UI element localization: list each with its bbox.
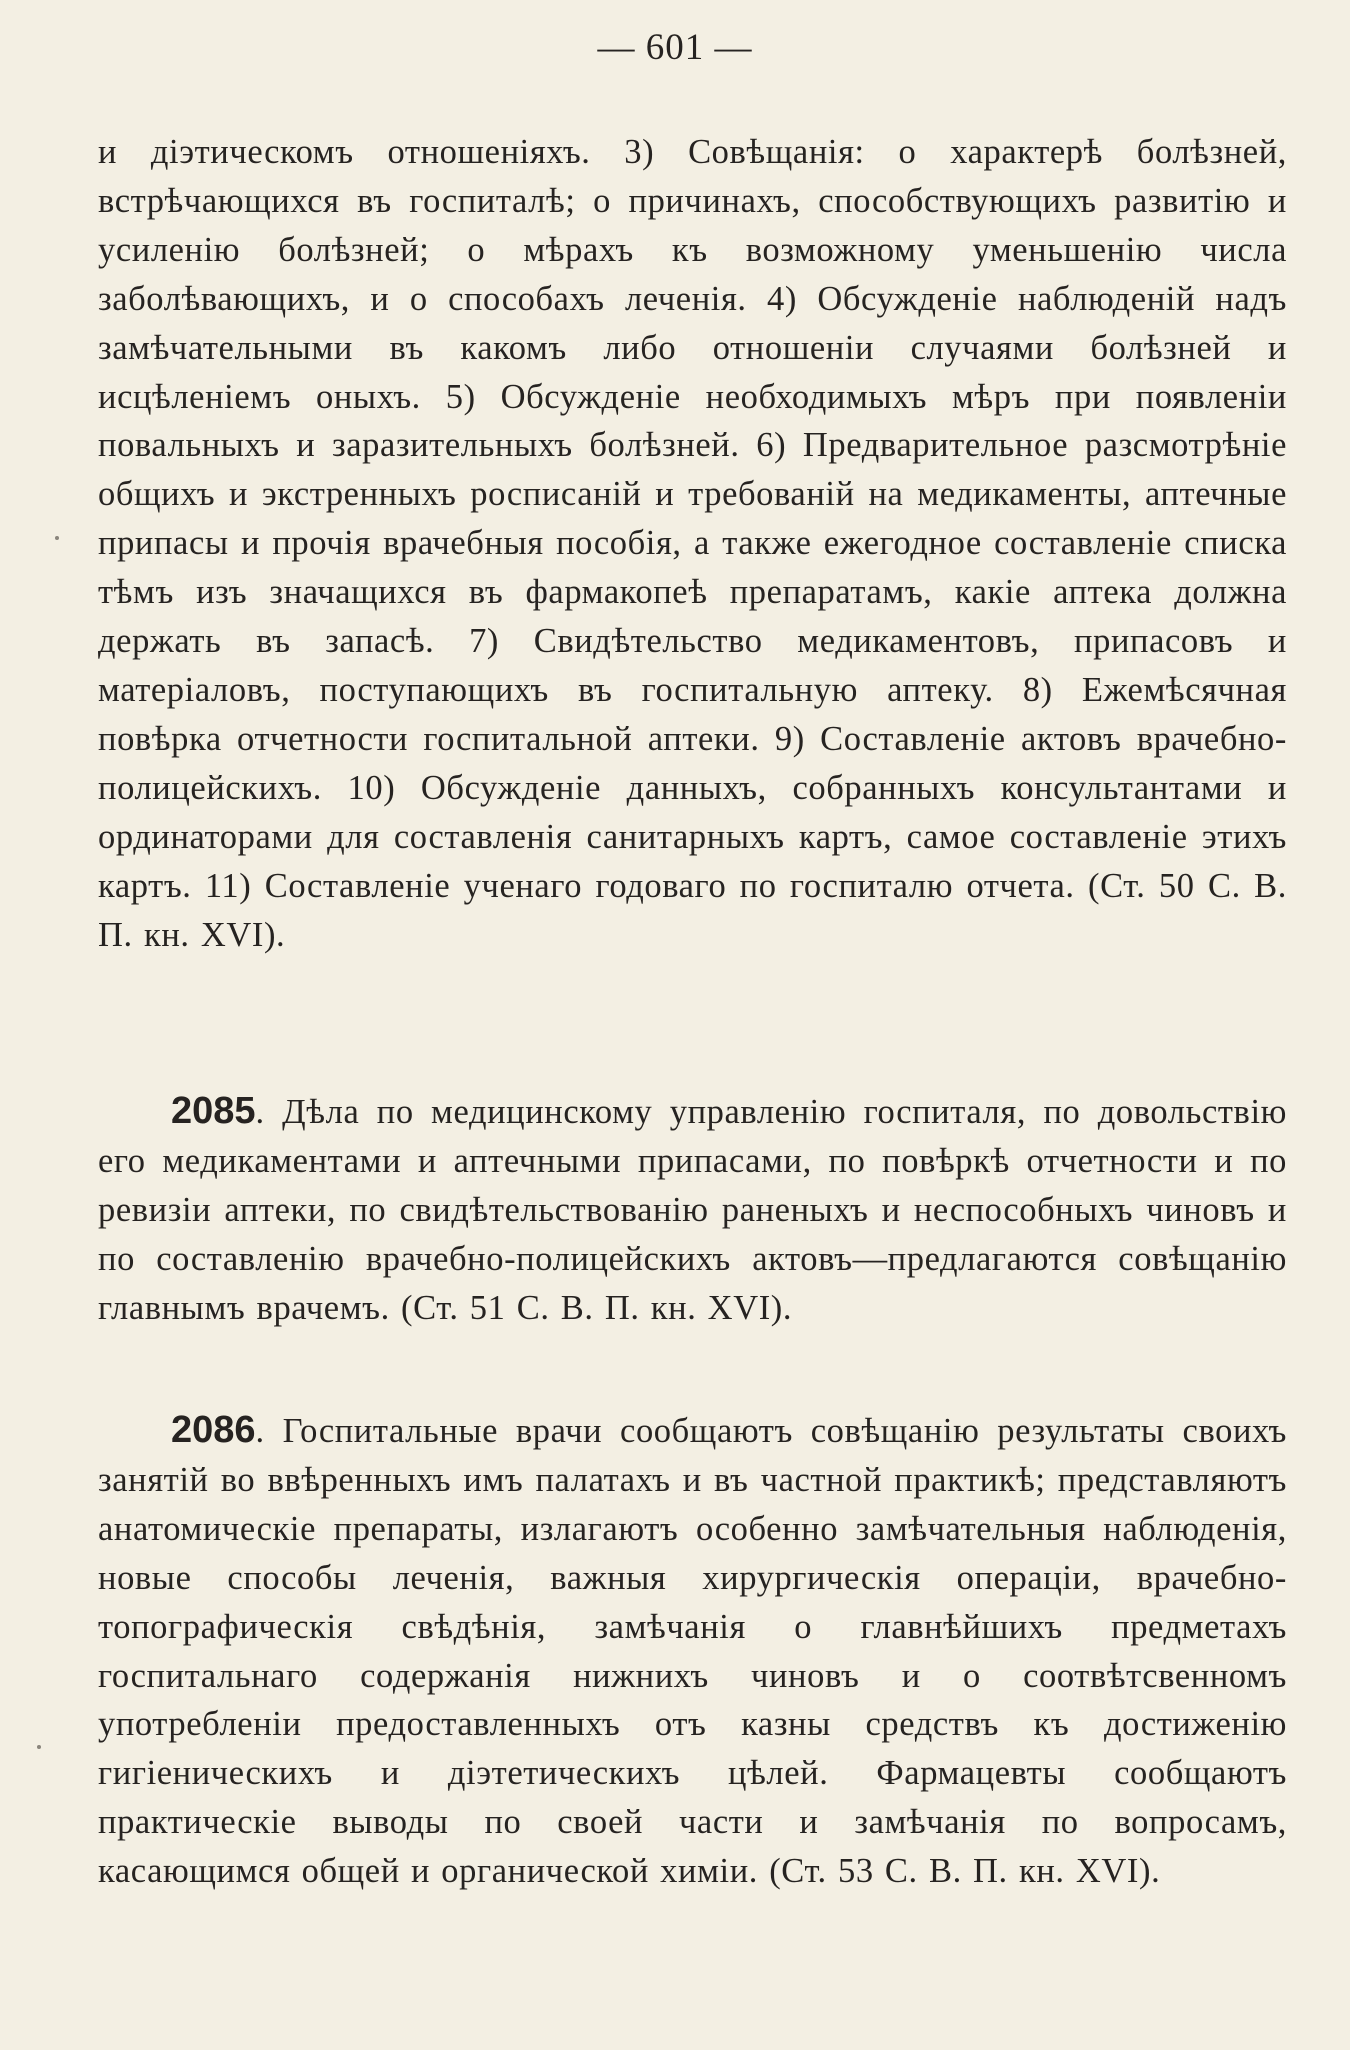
- article-2086: [98, 1406, 1287, 1896]
- paragraph-continuation: и діэтическомъ отношеніяхъ. 3) Совѣщанія: о характерѣ болѣзней, встрѣчающихся въ госпиталѣ; о причинахъ, способствующихъ развитію и усиленію болѣзней; о мѣрахъ къ возможному уменьшенію числа заболѣвающихъ, и о способахъ леченія. 4) Обсужденіе наблюденій надъ замѣчательными въ какомъ либо отношеніи случаями болѣзней и исцѣленіемъ оныхъ. 5) Обсужденіе необходимыхъ мѣръ при появленіи повальныхъ и заразительныхъ болѣзней. 6) Предварительное разсмотрѣніе общихъ и экстренныхъ росписаній и требованій на медикаменты, аптечные припасы и прочія врачебныя пособія, а также ежегодное составленіе списка тѣмъ изъ значащихся въ фармакопеѣ препаратамъ, какіе аптека должна держать въ запасѣ. 7) Свидѣтельство медикаментовъ, припасовъ и матеріаловъ, поступающихъ въ госпитальную аптеку. 8) Ежемѣсячная повѣрка отчетности госпитальной аптеки. 9) Составленіе актовъ врачебно-полицейскихъ. 10) Обсужденіе данныхъ, собранныхъ консультантами и ординаторами для составленія санитарныхъ картъ, самое составленіе этихъ картъ. 11) Составленіе ученаго годоваго по госпиталю отчета. (Ст. 50 С. В. П. кн. XVI).: [98, 133, 1287, 954]
- article-number: 2086: [171, 1409, 256, 1451]
- article-text: . Госпитальные врачи сообщаютъ совѣщанію результаты своихъ занятій во ввѣренныхъ имъ палатахъ и въ частной практикѣ; представляютъ анатомическіе препараты, излагаютъ особенно замѣчательныя наблюденія, новые способы леченія, важныя хирургическія операціи, врачебно-топографическія свѣдѣнія, замѣчанія о главнѣйшихъ предметахъ госпитальнаго содержанія нижнихъ чиновъ и о соотвѣтсвенномъ употребленіи предоставленныхъ отъ казны средствъ къ достиженію гигіеническихъ и діэтетическихъ цѣлей. Фармацевты сообщаютъ практическіе выводы по своей части и замѣчанія по вопросамъ, касающимся общей и органической химіи. (Ст. 53 С. В. П. кн. XVI).: [98, 1412, 1287, 1891]
- article-text: . Дѣла по медицинскому управленію госпиталя, по довольствію его медикаментами и аптечными припасами, по повѣркѣ отчетности и по ревизіи аптеки, по свидѣтельствованію раненыхъ и неспособныхъ чиновъ и по составленію врачебно-полицейскихъ актовъ—предлагаются совѣщанію главнымъ врачемъ. (Ст. 51 С. В. П. кн. XVI).: [98, 1093, 1287, 1327]
- article-number: 2085: [171, 1090, 256, 1132]
- article-2085: [98, 1087, 1287, 1333]
- paper-speck: [55, 536, 59, 540]
- paper-speck: [37, 1745, 41, 1749]
- page-number: — 601 —: [597, 27, 753, 68]
